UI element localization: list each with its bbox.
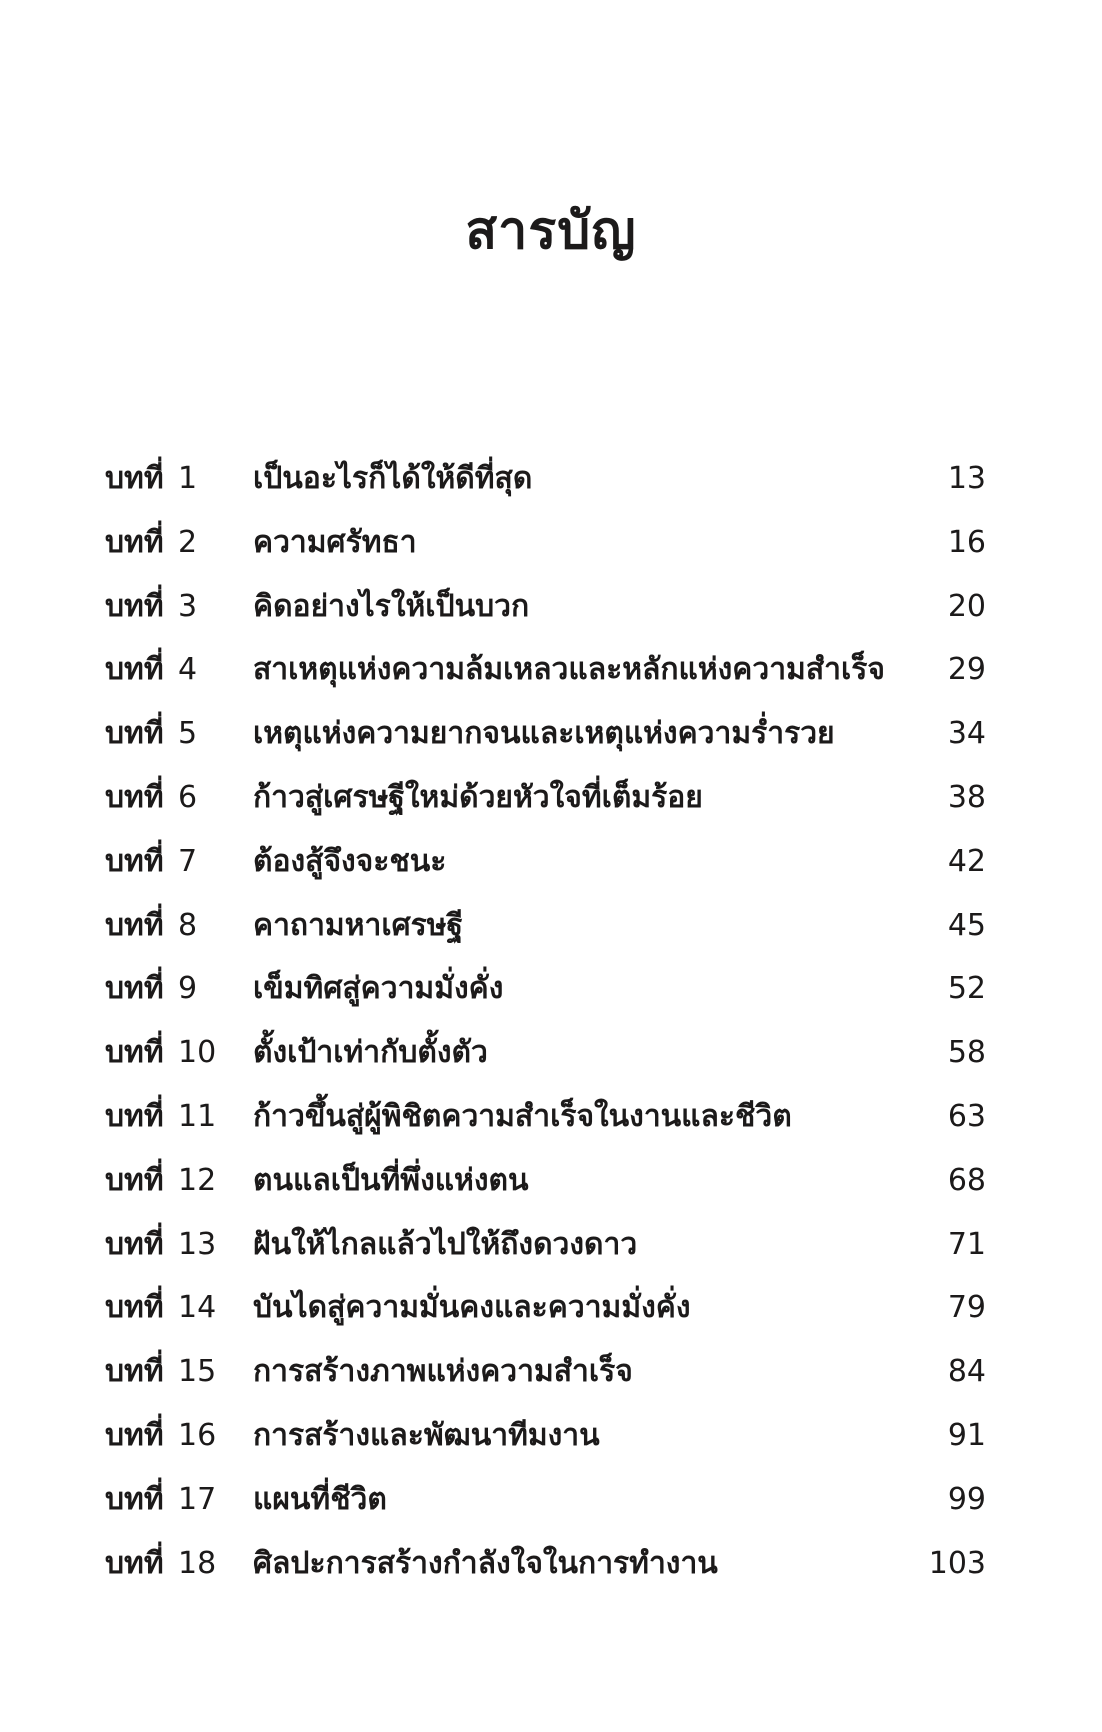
chapter-number: 8 bbox=[178, 907, 198, 943]
chapter-page-number: 38 bbox=[947, 779, 986, 815]
toc-entry bbox=[0, 447, 1102, 511]
chapter-page-number: 29 bbox=[947, 652, 986, 688]
chapter-title: คาถามหาเศรษฐี bbox=[253, 907, 464, 943]
chapter-title: ตั้งเป้าเท่ากับตั้งตัว bbox=[253, 1035, 488, 1071]
chapter-label: บทที่ bbox=[105, 716, 164, 752]
chapter-page-number: 68 bbox=[947, 1162, 986, 1198]
chapter-number: 5 bbox=[178, 716, 198, 752]
chapter-label: บทที่ bbox=[105, 524, 164, 560]
chapter-title: ตนแลเป็นที่พึ่งแห่งตน bbox=[253, 1162, 529, 1198]
chapter-number: 9 bbox=[178, 971, 198, 1007]
chapter-title: สาเหตุแห่งความล้มเหลวและหลักแห่งความสำเร็จ bbox=[253, 652, 885, 688]
chapter-label: บทที่ bbox=[105, 1354, 164, 1390]
chapter-title: การสร้างภาพแห่งความสำเร็จ bbox=[253, 1354, 633, 1390]
chapter-page-number: 103 bbox=[928, 1545, 986, 1581]
toc-entry bbox=[0, 1340, 1102, 1404]
toc-entry bbox=[0, 511, 1102, 575]
chapter-page-number: 13 bbox=[947, 461, 986, 496]
page-title: สารบัญ bbox=[465, 201, 637, 261]
chapter-page-number: 91 bbox=[947, 1417, 986, 1453]
chapter-label: บทที่ bbox=[105, 461, 164, 496]
chapter-number: 12 bbox=[178, 1162, 217, 1198]
chapter-label: บทที่ bbox=[105, 1162, 164, 1198]
chapter-number: 10 bbox=[178, 1035, 217, 1071]
chapter-title: ศิลปะการสร้างกำลังใจในการทำงาน bbox=[253, 1545, 718, 1581]
toc-entry bbox=[0, 1149, 1102, 1213]
chapter-page-number: 42 bbox=[947, 843, 986, 879]
chapter-page-number: 45 bbox=[947, 907, 986, 943]
chapter-number: 7 bbox=[178, 843, 198, 879]
chapter-number: 14 bbox=[178, 1290, 217, 1326]
chapter-number: 11 bbox=[178, 1098, 217, 1134]
chapter-title: เป็นอะไรก็ได้ให้ดีที่สุด bbox=[253, 461, 533, 496]
chapter-number: 17 bbox=[178, 1481, 217, 1517]
chapter-label: บทที่ bbox=[105, 779, 164, 815]
chapter-page-number: 16 bbox=[947, 524, 986, 560]
chapter-label: บทที่ bbox=[105, 1417, 164, 1453]
chapter-number: 15 bbox=[178, 1354, 217, 1390]
chapter-page-number: 99 bbox=[947, 1481, 986, 1517]
chapter-label: บทที่ bbox=[105, 843, 164, 879]
chapter-number: 18 bbox=[178, 1545, 217, 1581]
toc-entry bbox=[0, 1532, 1102, 1596]
chapter-title: ความศรัทธา bbox=[253, 524, 417, 560]
chapter-page-number: 58 bbox=[947, 1035, 986, 1071]
chapter-title: ต้องสู้จึงจะชนะ bbox=[253, 843, 447, 879]
toc-entry bbox=[0, 1085, 1102, 1149]
table-of-contents bbox=[0, 447, 1102, 1595]
chapter-label: บทที่ bbox=[105, 907, 164, 943]
chapter-title: แผนที่ชีวิต bbox=[253, 1481, 387, 1517]
chapter-label: บทที่ bbox=[105, 971, 164, 1007]
chapter-label: บทที่ bbox=[105, 588, 164, 624]
toc-entry bbox=[0, 702, 1102, 766]
chapter-title: คิดอย่างไรให้เป็นบวก bbox=[253, 588, 530, 624]
chapter-title: การสร้างและพัฒนาทีมงาน bbox=[253, 1417, 600, 1453]
chapter-label: บทที่ bbox=[105, 1226, 164, 1262]
chapter-title: บันไดสู่ความมั่นคงและความมั่งคั่ง bbox=[253, 1290, 691, 1326]
toc-entry bbox=[0, 830, 1102, 894]
chapter-number: 4 bbox=[178, 652, 198, 688]
chapter-page-number: 34 bbox=[947, 716, 986, 752]
toc-entry bbox=[0, 1021, 1102, 1085]
chapter-label: บทที่ bbox=[105, 1098, 164, 1134]
chapter-number: 1 bbox=[178, 461, 198, 496]
toc-entry bbox=[0, 1213, 1102, 1277]
toc-entry bbox=[0, 638, 1102, 702]
chapter-label: บทที่ bbox=[105, 1545, 164, 1581]
chapter-title: ก้าวขึ้นสู่ผู้พิชิตความสำเร็จในงานและชีวิต bbox=[253, 1098, 792, 1134]
chapter-number: 2 bbox=[178, 524, 198, 560]
toc-entry bbox=[0, 1404, 1102, 1468]
chapter-number: 16 bbox=[178, 1417, 217, 1453]
chapter-title: เหตุแห่งความยากจนและเหตุแห่งความร่ำรวย bbox=[253, 716, 835, 752]
chapter-page-number: 63 bbox=[947, 1098, 986, 1134]
toc-entry bbox=[0, 575, 1102, 639]
toc-entry bbox=[0, 957, 1102, 1021]
chapter-label: บทที่ bbox=[105, 1035, 164, 1071]
chapter-label: บทที่ bbox=[105, 1481, 164, 1517]
chapter-label: บทที่ bbox=[105, 652, 164, 688]
chapter-page-number: 79 bbox=[947, 1290, 986, 1326]
chapter-number: 13 bbox=[178, 1226, 217, 1262]
chapter-title: ฝันให้ไกลแล้วไปให้ถึงดวงดาว bbox=[253, 1226, 638, 1262]
chapter-label: บทที่ bbox=[105, 1290, 164, 1326]
chapter-title: เข็มทิศสู่ความมั่งคั่ง bbox=[253, 971, 504, 1007]
chapter-page-number: 84 bbox=[947, 1354, 986, 1390]
chapter-number: 6 bbox=[178, 779, 198, 815]
toc-entry bbox=[0, 1276, 1102, 1340]
chapter-number: 3 bbox=[178, 588, 198, 624]
chapter-page-number: 20 bbox=[947, 588, 986, 624]
chapter-page-number: 71 bbox=[947, 1226, 986, 1262]
toc-entry bbox=[0, 766, 1102, 830]
toc-entry bbox=[0, 894, 1102, 958]
toc-entry bbox=[0, 1468, 1102, 1532]
chapter-title: ก้าวสู่เศรษฐีใหม่ด้วยหัวใจที่เต็มร้อย bbox=[253, 779, 703, 815]
chapter-page-number: 52 bbox=[947, 971, 986, 1007]
